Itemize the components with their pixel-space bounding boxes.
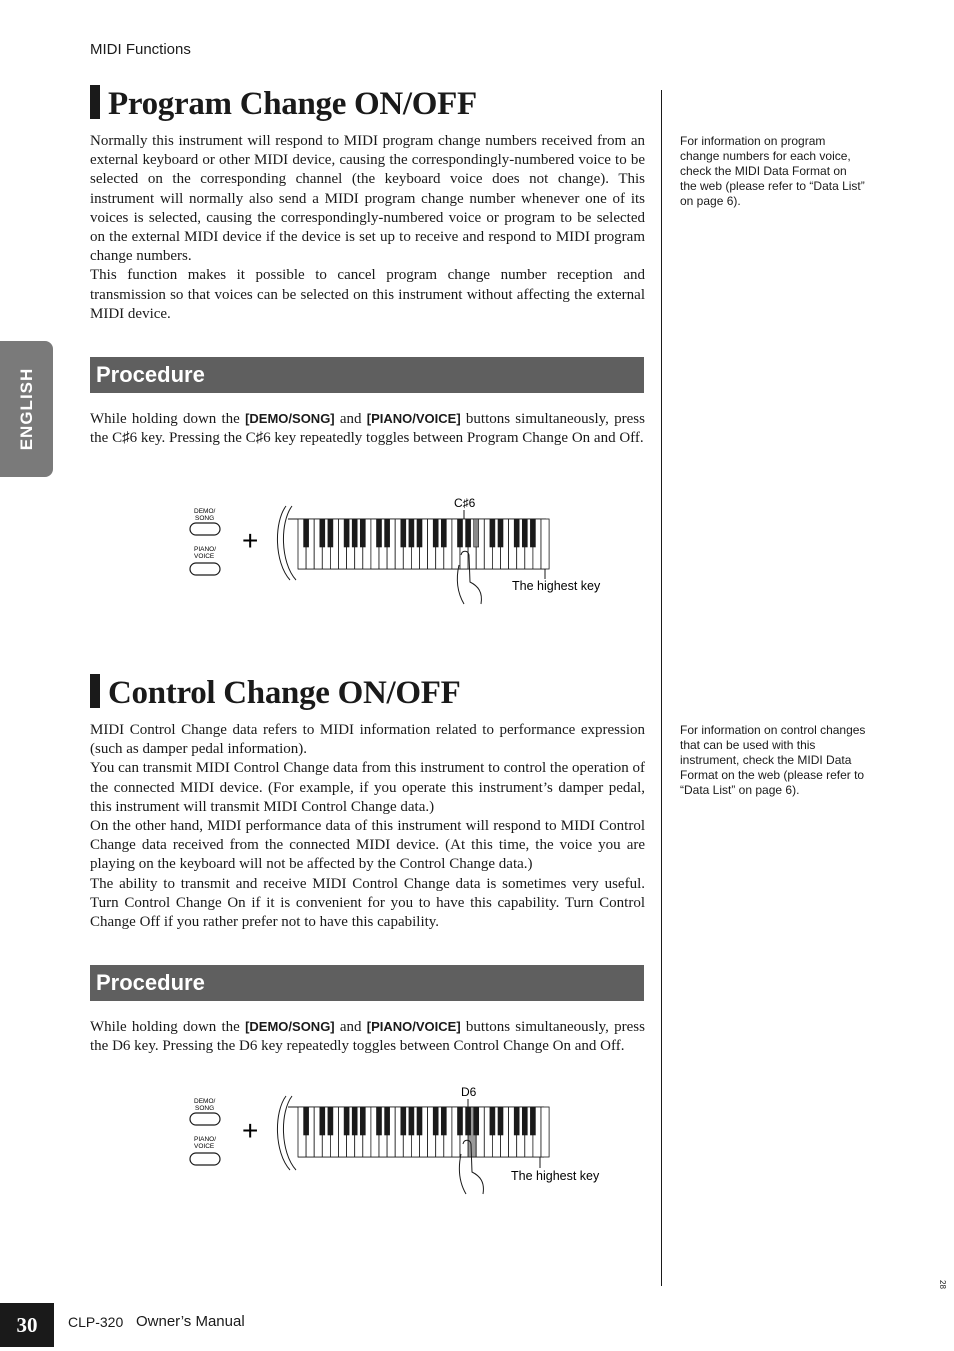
language-tab (0, 341, 53, 477)
paragraph: The ability to transmit and receive MIDI Control Change data is sometimes very useful. Turn Control Change On if it is convenient for you to have this capability. Turn Control Change Off if you rather prefer not to have this capability. (90, 875, 645, 931)
demo-song-button-illustration (190, 508, 220, 535)
demo-song-label-line1: DEMO/ (194, 508, 216, 515)
black-key (474, 519, 479, 547)
black-key (328, 519, 333, 547)
black-key (490, 1107, 495, 1135)
section-title-text: Program Change ON/OFF (108, 86, 477, 122)
sidenote-program-change: For information on program change numbers for each voice, check the MIDI Data Format on the web (please refer to “Data List” on page 6). (680, 134, 865, 208)
corner-number: 28 (937, 1280, 947, 1289)
section-body-program-change (90, 132, 645, 324)
black-key (514, 519, 519, 547)
keyboard-diagram-control-change (180, 1082, 600, 1202)
paragraph: On the other hand, MIDI performance data of this instrument will respond to MIDI Control Change data received from the connected MIDI device. (At this time, the voice you are playing on the keyboard will not be affected by the Control Change data.) (90, 818, 645, 873)
black-key (376, 519, 381, 547)
demo-song-button-illustration (190, 1098, 220, 1125)
black-key (530, 1107, 535, 1135)
demo-song-label-line1: DEMO/ (194, 1098, 216, 1105)
demo-song-button-ref: [DEMO/SONG] (245, 1019, 335, 1034)
black-key (466, 1107, 471, 1135)
procedure-text-part: and (334, 1019, 367, 1035)
footer-manual-title: Owner’s Manual (136, 1313, 245, 1330)
column-divider (661, 90, 662, 1286)
black-key (441, 1107, 446, 1135)
black-key (417, 1107, 422, 1135)
keyboard-break-curve (283, 506, 296, 580)
paragraph: Normally this instrument will respond to MIDI program change numbers received from an external keyboard or other MIDI device, causing the correspondingly-numbered voice to be selected on the corresponding channel (the keyboard voice does not change). This instrument will normally also send a MIDI program change number whenever one of its voices is selected, causing the correspondingly-numbered voice or program to be selected on the external MIDI device if the device is set up to receive and respond to MIDI program change numbers. (90, 133, 645, 265)
section-title-text: Control Change ON/OFF (108, 675, 461, 711)
black-key (328, 1107, 333, 1135)
keyboard-diagram-program-change (180, 492, 601, 612)
sidenote-control-change: For information on control changes that can be used with this instrument, check the MIDI Data Format on the web (please refer to “Data List” on page 6). (680, 723, 866, 797)
procedure-text-part: While holding down the (90, 411, 246, 427)
paragraph: You can transmit MIDI Control Change data from this instrument to control the operation of the connected MIDI device. (For example, if you operate this instrument’s damper pedal, this instrument will transmit MIDI Control Change data.) (90, 760, 645, 815)
black-key (376, 1107, 381, 1135)
procedure-heading: Procedure (90, 357, 644, 393)
black-key (498, 519, 503, 547)
black-key (344, 519, 349, 547)
black-key (344, 1107, 349, 1135)
black-key (352, 1107, 357, 1135)
demo-song-label-line2: SONG (195, 515, 215, 522)
black-key (457, 1107, 462, 1135)
piano-voice-button-illustration (190, 546, 220, 575)
procedure-text (90, 409, 645, 448)
black-key (401, 519, 406, 547)
black-key (401, 1107, 406, 1135)
black-key (490, 519, 495, 547)
piano-voice-button-ref: [PIANO/VOICE] (366, 1019, 461, 1034)
plus-sign: + (242, 525, 259, 556)
procedure-heading: Procedure (90, 965, 644, 1001)
piano-voice-label-line1: PIANO/ (194, 546, 217, 553)
procedure-text-part: While holding down the (90, 1019, 246, 1035)
black-key (304, 519, 309, 547)
piano-voice-button-illustration (190, 1136, 220, 1165)
demo-song-button-ref: [DEMO/SONG] (245, 411, 335, 426)
procedure-text (90, 1017, 645, 1056)
black-key (522, 1107, 527, 1135)
demo-song-label-line2: SONG (195, 1105, 215, 1112)
target-key-label: D6 (461, 1085, 477, 1099)
black-key (409, 519, 414, 547)
piano-voice-button-shape (190, 1153, 220, 1165)
procedure-text-part: buttons simultaneously, press the C♯6 key. Pressing the C♯6 key repeatedly toggles between Program Change On and Off. (90, 411, 645, 447)
black-key (530, 519, 535, 547)
white-keys (298, 519, 549, 569)
black-key (441, 519, 446, 547)
white-keys (298, 1107, 549, 1157)
footer-model: CLP-320 (68, 1314, 124, 1330)
black-key (385, 1107, 390, 1135)
piano-voice-button-ref: [PIANO/VOICE] (366, 411, 461, 426)
black-key (304, 1107, 309, 1135)
demo-song-button-shape (190, 1113, 220, 1125)
paragraph: MIDI Control Change data refers to MIDI information related to performance expression (such as damper pedal information). (90, 722, 645, 758)
black-key (320, 519, 325, 547)
black-key (360, 519, 365, 547)
keyboard (288, 519, 549, 569)
piano-voice-label-line2: VOICE (194, 553, 215, 560)
black-key (409, 1107, 414, 1135)
black-key (514, 1107, 519, 1135)
highest-key-label: The highest key (511, 1169, 600, 1183)
page-number: 30 (0, 1303, 54, 1347)
black-key (466, 519, 471, 547)
black-key (474, 1107, 479, 1135)
black-key (385, 519, 390, 547)
target-key-label: C♯6 (454, 496, 476, 510)
white-key (541, 519, 549, 569)
piano-voice-button-shape (190, 563, 220, 575)
section-title-control-change (90, 673, 460, 713)
running-head: MIDI Functions (90, 41, 191, 58)
black-key (433, 1107, 438, 1135)
black-key (417, 519, 422, 547)
procedure-text-part: and (334, 411, 367, 427)
procedure-text-part: buttons simultaneously, press the D6 key. Pressing the D6 key repeatedly toggles between Control Change On and Off. (90, 1019, 645, 1055)
black-key (352, 519, 357, 547)
black-key (360, 1107, 365, 1135)
white-key (541, 1107, 549, 1157)
piano-voice-label-line2: VOICE (194, 1143, 215, 1150)
language-tab-label: ENGLISH (16, 367, 36, 451)
section-body-control-change (90, 721, 645, 932)
black-key (498, 1107, 503, 1135)
black-key (522, 519, 527, 547)
title-bar (90, 85, 100, 119)
paragraph: This function makes it possible to cancel program change number reception and transmission so that voices can be selected on this instrument without affecting the external MIDI device. (90, 267, 645, 322)
demo-song-button-shape (190, 523, 220, 535)
piano-voice-label-line1: PIANO/ (194, 1136, 217, 1143)
plus-sign: + (242, 1115, 259, 1146)
black-key (320, 1107, 325, 1135)
section-title-program-change (90, 84, 477, 124)
title-bar (90, 674, 100, 708)
black-key (433, 519, 438, 547)
black-key (457, 519, 462, 547)
highest-key-label: The highest key (512, 579, 601, 593)
keyboard (288, 1107, 549, 1157)
